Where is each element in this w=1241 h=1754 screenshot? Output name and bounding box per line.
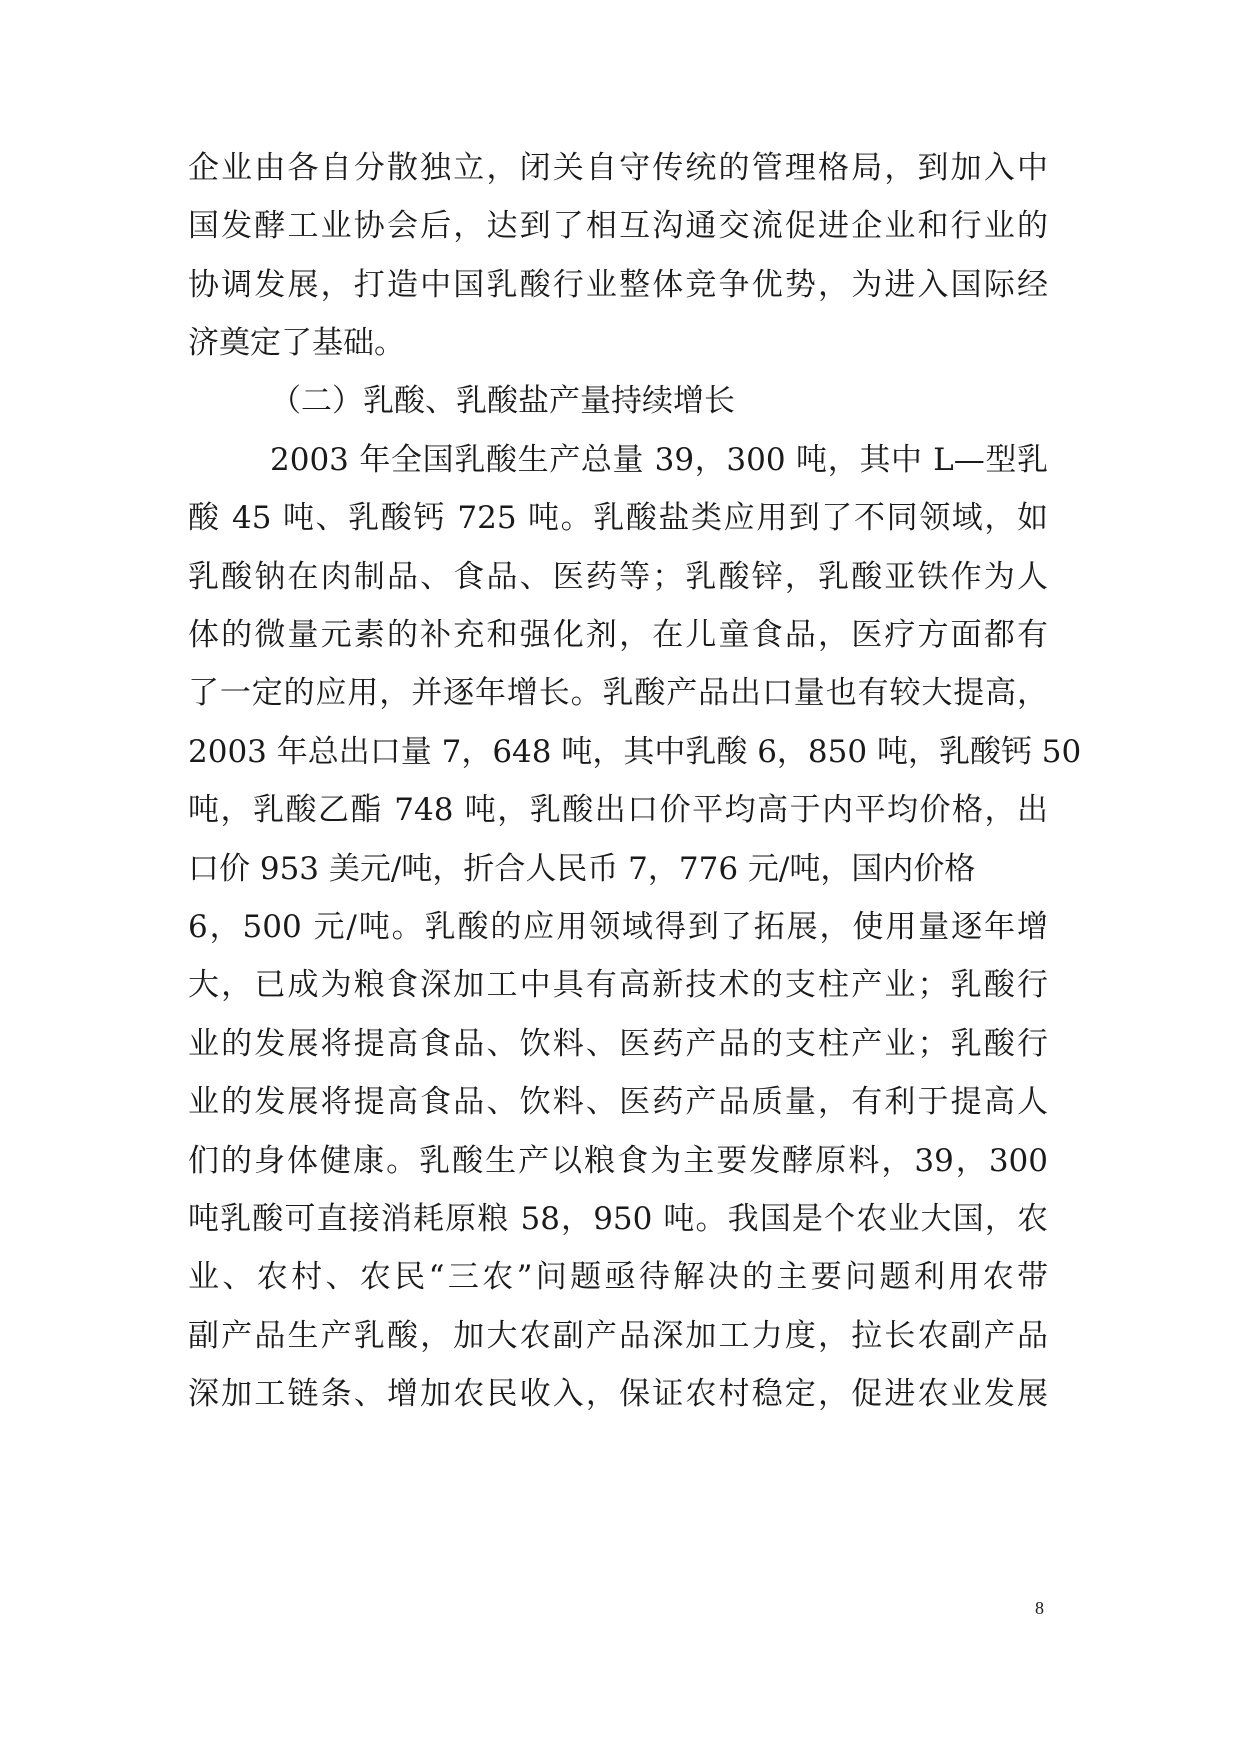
paragraph-line: 副产品生产乳酸，加大农副产品深加工力度，拉长农副产品	[188, 1318, 1048, 1354]
paragraph-line: 业、农村、农民“三农”问题亟待解决的主要问题利用农带	[188, 1259, 1048, 1295]
page-number: 8	[1035, 1598, 1044, 1618]
paragraph-line: 济奠定了基础。	[188, 325, 405, 361]
paragraph-line: 们的身体健康。乳酸生产以粮食为主要发酵原料，39，300	[188, 1143, 1048, 1179]
paragraph-line: 口价 953 美元/吨，折合人民币 7，776 元/吨，国内价格	[188, 851, 976, 887]
paragraph-line: 吨，乳酸乙酯 748 吨，乳酸出口价平均高于内平均价格，出	[188, 792, 1048, 828]
paragraph-line: 酸 45 吨、乳酸钙 725 吨。乳酸盐类应用到了不同领域，如	[188, 500, 1048, 536]
paragraph-line: 业的发展将提高食品、饮料、医药产品质量，有利于提高人	[188, 1084, 1048, 1120]
paragraph-line: 2003 年总出口量 7，648 吨，其中乳酸 6，850 吨，乳酸钙 50	[188, 734, 1082, 770]
paragraph-line: 企业由各自分散独立，闭关自守传统的管理格局，到加入中	[188, 150, 1048, 186]
paragraph-line: 大，已成为粮食深加工中具有高新技术的支柱产业；乳酸行	[188, 967, 1048, 1003]
paragraph-line: 乳酸钠在肉制品、食品、医药等；乳酸锌，乳酸亚铁作为人	[188, 559, 1048, 595]
paragraph-line: 6，500 元/吨。乳酸的应用领域得到了拓展，使用量逐年增	[188, 909, 1048, 945]
paragraph-line: 体的微量元素的补充和强化剂，在儿童食品，医疗方面都有	[188, 617, 1048, 653]
paragraph-line: 国发酵工业协会后，达到了相互沟通交流促进企业和行业的	[188, 208, 1048, 244]
paragraph-line: 2003 年全国乳酸生产总量 39，300 吨，其中 L—型乳	[270, 442, 1048, 478]
paragraph-line: 了一定的应用，并逐年增长。乳酸产品出口量也有较大提高，	[188, 675, 1048, 711]
paragraph-line: 协调发展，打造中国乳酸行业整体竞争优势，为进入国际经	[188, 267, 1048, 303]
paragraph-line: 业的发展将提高食品、饮料、医药产品的支柱产业；乳酸行	[188, 1026, 1048, 1062]
section-heading: （二）乳酸、乳酸盐产量持续增长	[270, 383, 735, 419]
paragraph-line: 深加工链条、增加农民收入，保证农村稳定，促进农业发展	[188, 1376, 1048, 1412]
paragraph-line: 吨乳酸可直接消耗原粮 58，950 吨。我国是个农业大国，农	[188, 1201, 1048, 1237]
